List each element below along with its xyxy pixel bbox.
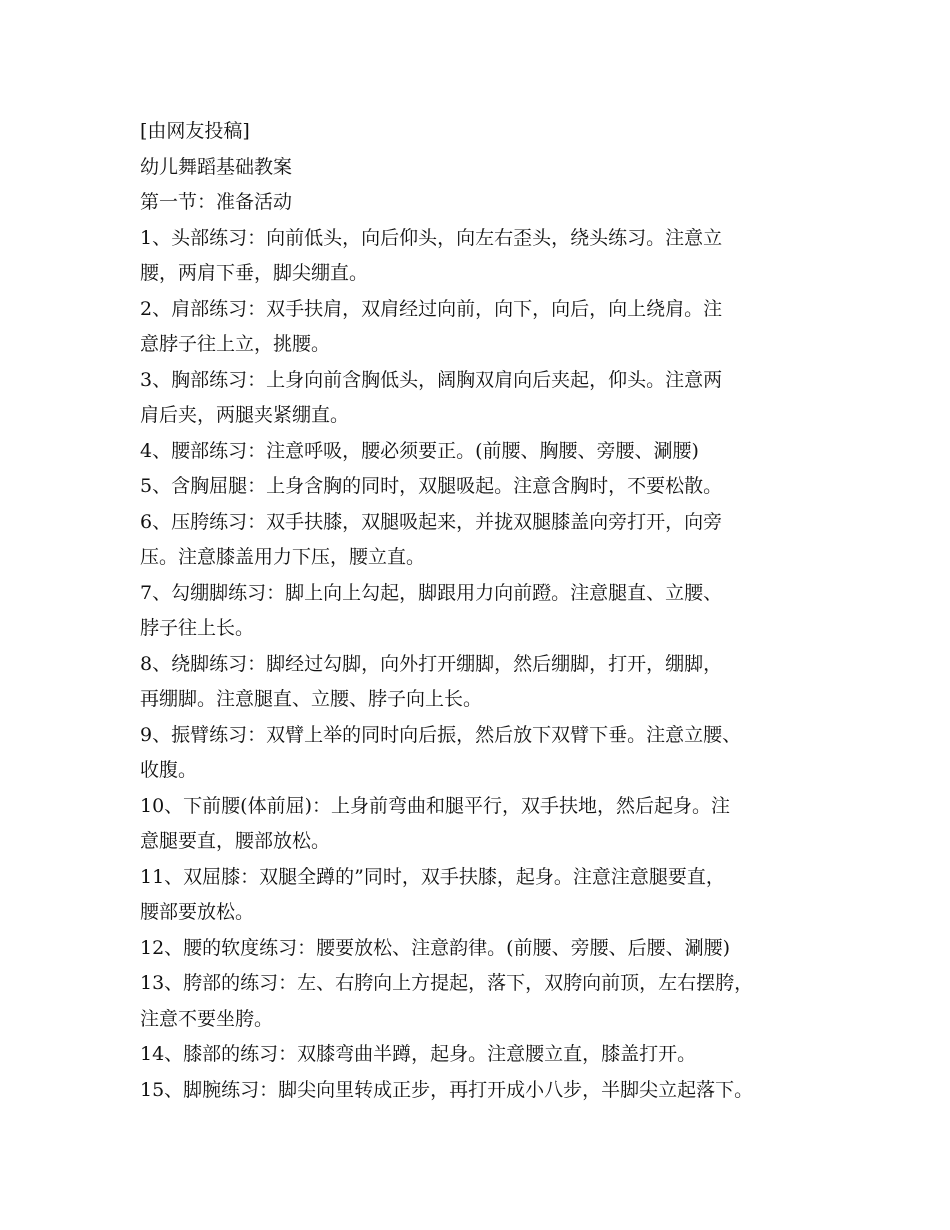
exercise-line: 14、膝部的练习：双膝弯曲半蹲，起身。注意腰立直，膝盖打开。 bbox=[140, 1043, 697, 1065]
document-body bbox=[140, 114, 830, 1108]
exercise-line: 脖子往上长。 bbox=[140, 617, 255, 639]
exercise-item bbox=[140, 469, 830, 505]
exercise-item bbox=[140, 576, 830, 647]
exercise-line: 13、胯部的练习：左、右胯向上方提起，落下，双胯向前顶，左右摆胯， bbox=[140, 972, 754, 994]
exercise-line: 再绷脚。注意腿直、立腰、脖子向上长。 bbox=[140, 688, 483, 710]
exercise-item bbox=[140, 1037, 830, 1073]
exercise-line: 收腹。 bbox=[140, 759, 198, 781]
exercise-line: 肩后夹，两腿夹紧绷直。 bbox=[140, 404, 350, 426]
exercise-line: 12、腰的软度练习：腰要放松、注意韵律。(前腰、旁腰、后腰、涮腰) bbox=[140, 936, 731, 959]
source-note: [由网友投稿] bbox=[140, 120, 250, 142]
exercise-item bbox=[140, 292, 830, 363]
exercise-line: 5、含胸屈腿：上身含胸的同时，双腿吸起。注意含胸时，不要松散。 bbox=[140, 475, 723, 497]
exercise-line: 腰部要放松。 bbox=[140, 901, 255, 923]
exercise-item bbox=[140, 931, 830, 967]
exercise-item bbox=[140, 363, 830, 434]
exercise-item bbox=[140, 221, 830, 292]
exercise-line: 6、压胯练习：双手扶膝，双腿吸起来，并拢双腿膝盖向旁打开，向旁 bbox=[140, 510, 723, 533]
exercise-item bbox=[140, 789, 830, 860]
exercise-line: 注意不要坐胯。 bbox=[140, 1007, 274, 1030]
exercise-item bbox=[140, 434, 830, 470]
exercise-line: 4、腰部练习：注意呼吸，腰必须要正。(前腰、胸腰、旁腰、涮腰) bbox=[140, 439, 699, 462]
exercise-line: 10、下前腰(体前屈)：上身前弯曲和腿平行，双手扶地，然后起身。注 bbox=[140, 794, 731, 817]
exercise-item bbox=[140, 647, 830, 718]
exercise-line: 2、肩部练习：双手扶肩，双肩经过向前，向下，向后，向上绕肩。注 bbox=[140, 297, 723, 320]
exercise-line: 腰，两肩下垂，脚尖绷直。 bbox=[140, 262, 369, 284]
exercise-line: 8、绕脚练习：脚经过勾脚，向外打开绷脚，然后绷脚，打开，绷脚， bbox=[140, 652, 723, 675]
exercise-line: 11、双屈膝：双腿全蹲的”同时，双手扶膝，起身。注意注意腿要直， bbox=[140, 865, 725, 888]
exercise-line: 3、胸部练习：上身向前含胸低头，阔胸双肩向后夹起，仰头。注意两 bbox=[140, 368, 723, 391]
exercise-item bbox=[140, 505, 830, 576]
exercise-line: 1、头部练习：向前低头，向后仰头，向左右歪头，绕头练习。注意立 bbox=[140, 226, 723, 249]
exercise-line: 9、振臂练习：双臂上举的同时向后振，然后放下双臂下垂。注意立腰、 bbox=[140, 723, 742, 746]
exercise-line: 15、脚腕练习：脚尖向里转成正步，再打开成小八步，半脚尖立起落下。 bbox=[140, 1078, 754, 1101]
exercise-item bbox=[140, 718, 830, 789]
exercise-item bbox=[140, 1073, 830, 1109]
document-title: 幼儿舞蹈基础教案 bbox=[140, 155, 293, 178]
exercise-line: 意腿要直，腰部放松。 bbox=[140, 830, 331, 852]
exercise-line: 7、勾绷脚练习：脚上向上勾起，脚跟用力向前蹬。注意腿直、立腰、 bbox=[140, 581, 723, 604]
exercise-line: 意脖子往上立，挑腰。 bbox=[140, 333, 331, 355]
exercise-item bbox=[140, 860, 830, 931]
exercise-item bbox=[140, 966, 830, 1037]
exercise-line: 压。注意膝盖用力下压，腰立直。 bbox=[140, 546, 426, 568]
section-heading: 第一节：准备活动 bbox=[140, 191, 293, 213]
